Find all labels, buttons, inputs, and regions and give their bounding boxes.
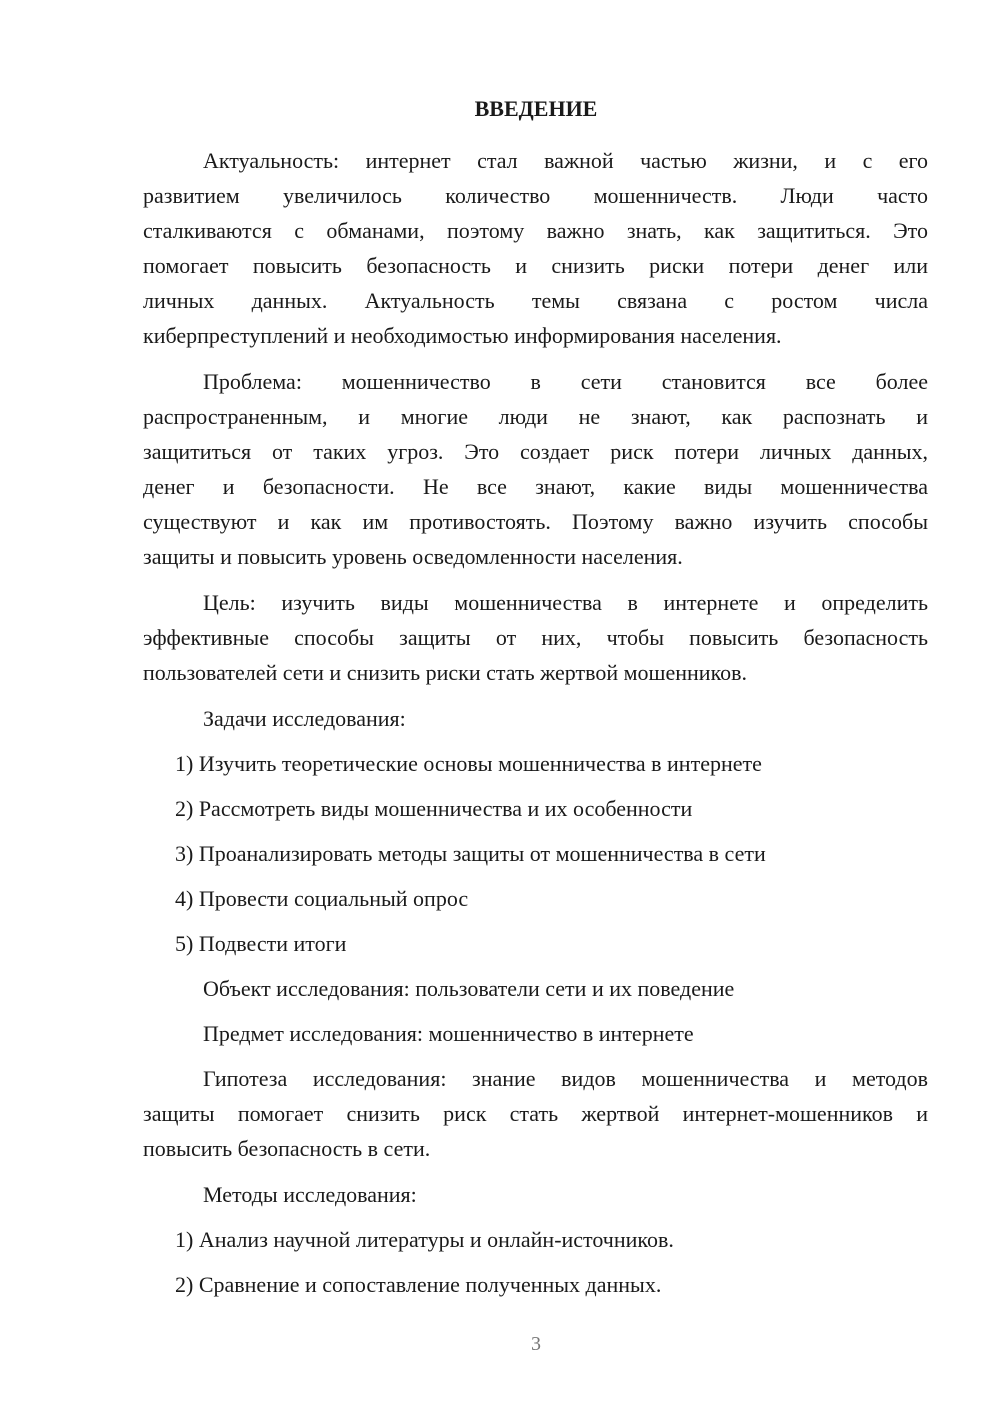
text-line: киберпреступлений и необходимостью информирования населения. [143,323,782,348]
text-line: защититься от таких угроз. Это создает риск потери личных данных, [143,439,928,464]
task-item: 2) Рассмотреть виды мошенничества и их особенности [175,796,693,821]
text-line: развитием увеличилось количество мошенничеств. Люди часто [143,183,928,208]
text-line: пользователей сети и снизить риски стать жертвой мошенников. [143,660,748,685]
text-line: распространенным, и многие люди не знают, как распознать и [143,404,928,429]
text-line: личных данных. Актуальность темы связана с ростом числа [143,288,928,313]
paragraph-hypothesis [143,1061,928,1166]
research-object: Объект исследования: пользователи сети и их поведение [203,976,735,1001]
task-item: 4) Провести социальный опрос [175,886,469,911]
research-subject: Предмет исследования: мошенничество в интернете [203,1021,694,1046]
text-line: помогает повысить безопасность и снизить риски потери денег или [143,253,928,278]
text-line: существуют и как им противостоять. Поэтому важно изучить способы [143,509,928,534]
task-item: 1) Изучить теоретические основы мошенничества в интернете [175,751,762,776]
tasks-heading: Задачи исследования: [203,706,406,731]
method-item: 1) Анализ научной литературы и онлайн-источников. [175,1227,674,1252]
text-line: Актуальность: интернет стал важной частью жизни, и с его [203,148,928,173]
section-title: ВВЕДЕНИЕ [474,96,598,121]
page-number: 3 [531,1333,541,1355]
method-item: 2) Сравнение и сопоставление полученных данных. [175,1272,662,1297]
text-line: денег и безопасности. Не все знают, какие виды мошенничества [143,474,928,499]
text-line: Проблема: мошенничество в сети становится все более [203,369,928,394]
text-line: повысить безопасность в сети. [143,1136,431,1161]
text-line: Гипотеза исследования: знание видов мошенничества и методов [203,1066,928,1091]
text-line: Цель: изучить виды мошенничества в интернете и определить [203,590,928,615]
task-item: 5) Подвести итоги [175,931,347,956]
text-line: эффективные способы защиты от них, чтобы повысить безопасность [143,625,928,650]
paragraph-relevance [143,143,928,353]
task-item: 3) Проанализировать методы защиты от мошенничества в сети [175,841,766,866]
methods-heading: Методы исследования: [203,1182,417,1207]
text-line: защиты и повысить уровень осведомленности населения. [143,544,683,569]
document-body [143,143,928,1312]
text-line: защиты помогает снизить риск стать жертвой интернет-мошенников и [143,1101,928,1126]
paragraph-goal [143,585,928,690]
text-line: сталкиваются с обманами, поэтому важно знать, как защититься. Это [143,218,928,243]
paragraph-problem [143,364,928,574]
